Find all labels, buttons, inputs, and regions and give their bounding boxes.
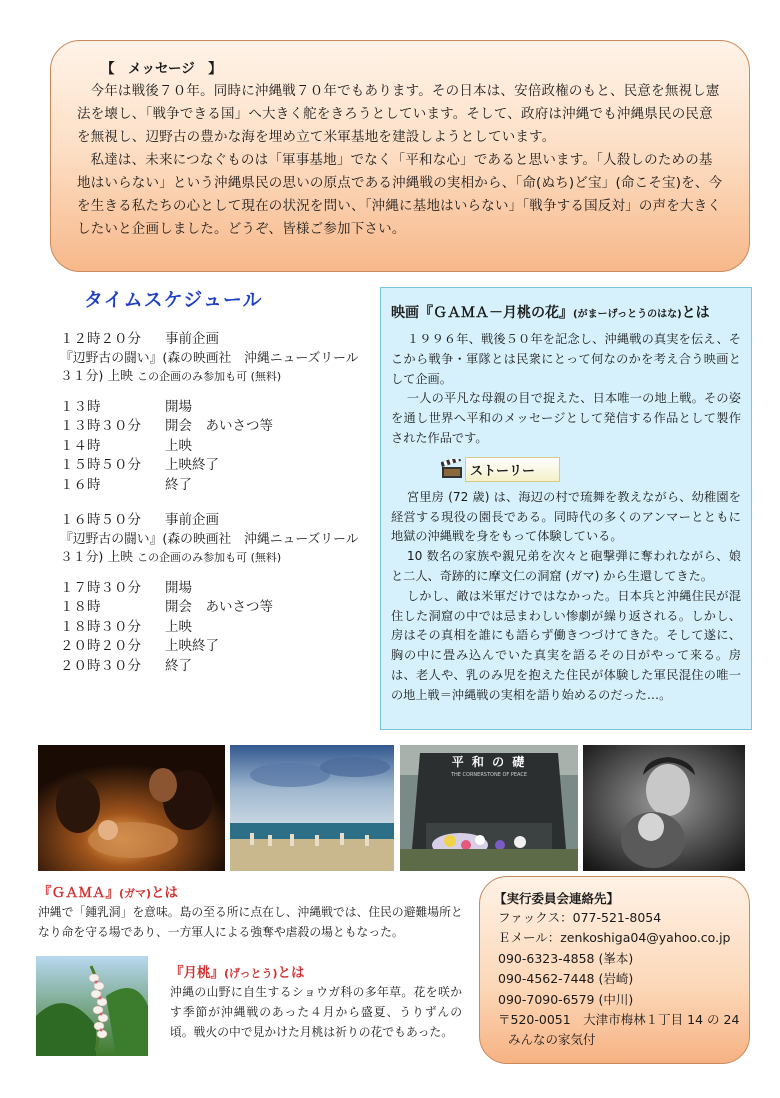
pre-event-note: この企画のみ参加も可 (無料) [137,369,282,383]
schedule-row [60,476,380,496]
photo-peace-monument [400,745,578,871]
schedule-event: 上映終了 [165,457,219,473]
movie-title-suffix: とは [681,305,710,321]
clapperboard-icon [441,459,463,479]
monument-inscription: 平 和 の 礎 [451,755,527,769]
message-paragraph-2: 私達は、未来につなぐものは「軍事基地」でなく「平和な心」であると思います。「人殺しのための基地はいらない」という沖縄県民の思いの原点である沖縄戦の実相から、「命(ぬち)ど宝」(命こそ宝)を、今を生きる私たちの心として現在の状況を問い、「沖縄に基地はいらない」「戦争する国反対」の声を大きくしたいと企画しました。どうぞ、皆様ご参加下さい。 [77,152,723,237]
movie-title-reading: (がまーげっとうのはな) [573,309,682,320]
contact-phone: 090-6323-4858 (峯本) [498,950,634,966]
contact-phone: 090-7090-6579 (中川) [498,991,634,1007]
gama-description: 沖縄で「鍾乳洞」を意味。島の至る所に点在し、沖縄戦では、住民の避難場所となり命を守る場であり、一方軍人による強奪や虐殺の場ともなった。 [38,905,463,939]
message-box [50,40,750,272]
schedule-time: １３時３０分 [60,418,141,434]
story-badge [441,457,741,482]
schedule-event: 事前企画 [165,512,219,528]
getto-description: 沖縄の山野に自生するショウガ科の多年草。花を咲かす季節が沖縄戦のあった４月から盛夏、うりずんの頃。戦火の中で見かけた月桃は祈りの花でもあった。 [170,985,462,1039]
contact-box [479,876,750,1064]
schedule-event: 開会 あいさつ等 [165,418,273,434]
schedule-time: １４時 [60,437,101,454]
schedule-time: ２０時２０分 [60,638,141,654]
movie-title [391,302,741,322]
schedule-time: １７時３０分 [60,579,141,596]
getto-heading [170,961,305,981]
pre-event-film-title: 『辺野古の闘い』(森の映画社 沖縄ニューズリール ３１分) 上映 [60,531,372,565]
photo-cave-scene [38,745,225,871]
schedule-time: ２０時３０分 [60,657,141,674]
schedule-event: 開場 [165,579,192,596]
schedule-row [60,437,380,457]
pre-event-note: この企画のみ参加も可 (無料) [137,550,282,564]
contact-title: 【実行委員会連絡先】 [494,891,620,906]
message-paragraph-1: 今年は戦後７０年。同時に沖縄戦７０年でもあります。その日本は、安倍政権のもと、民意を無視し憲法を壊し、「戦争できる国」へ大きく舵をきろうとしています。そして、政府は沖縄でも沖縄県民の民意を無視し、辺野古の豊かな海を埋め立て米軍基地を建設しようとしています。 [77,83,720,145]
schedule-time: １６時 [60,476,101,493]
schedule-event: 開場 [165,398,192,415]
gama-heading-reading: (ガマ) [119,887,152,900]
pre-event-film [60,531,380,567]
gama-heading [38,881,178,901]
movie-info-box [380,287,752,730]
schedule-event: 上映 [165,618,192,635]
schedule-row [60,637,380,657]
getto-heading-main: 『月桃』 [170,965,224,981]
time-schedule [60,330,380,676]
schedule-event: 上映 [165,437,192,454]
movie-intro-1: １９９６年、戦後５０年を記念し、沖縄戦の真実を伝え、そこから戦争・軍隊とは民衆にとって何なのかを考え合う映画として企画。 [391,332,741,386]
pre-event-film-title: 『辺野古の闘い』(森の映画社 沖縄ニューズリール ３１分) 上映 [60,350,372,384]
schedule-time: １３時 [60,398,101,415]
schedule-event: 終了 [165,476,192,493]
schedule-time: １６時５０分 [60,512,141,528]
schedule-row [60,330,380,350]
contact-address: 〒520-0051 大津市梅林１丁目 14 の 24 [498,1012,740,1028]
schedule-row [60,618,380,638]
getto-heading-suffix: とは [277,965,305,981]
contact-email[interactable]: Ｅメール：zenkoshiga04@yahoo.co.jp [498,930,731,946]
schedule-event: 終了 [165,657,192,674]
story-label: ストーリー [465,457,560,482]
contact-address-care-of: みんなの家気付 [508,1032,596,1048]
schedule-time: １８時 [60,599,101,615]
schedule-row [60,657,380,677]
schedule-row [60,417,380,437]
schedule-row [60,456,380,476]
story-paragraph-3: しかし、敵は米軍だけではなかった。日本兵と沖縄住民が混住した洞窟の中では忌まわしい惨劇が繰り返される。しかし、房はその真相を誰にも語らず働きつづけてきた。そして遂に、胸の中に畳み込んでいた真実を語るその日がやって来る。房は、老人や、乳のみ児を抱えた住民が体験した軍民混住の唯一の地上戦＝沖縄戦の実相を語り始めるのだった…。 [391,588,741,702]
message-title: 【 メッセージ 】 [101,61,222,77]
contact-fax: ファックス：077-521-8054 [498,910,662,925]
schedule-event: 事前企画 [165,331,219,347]
gama-heading-suffix: とは [151,885,179,901]
monument-subtitle: THE CORNERSTONE OF PEACE [450,772,528,778]
story-paragraph-2: 10 数名の家族や親兄弟を次々と砲撃弾に奪われながら、娘と二人、奇跡的に摩文仁の洞窟 (ガマ) から生還してきた。 [391,549,741,583]
story-paragraph-1: 宮里房 (72 歳) は、海辺の村で琉舞を教えながら、幼稚園を経営する現役の園長である。同時代の多くのアンマーとともに地獄の沖縄戦を身をもって体験している。 [391,489,741,544]
schedule-row [60,398,380,418]
schedule-row [60,511,380,531]
schedule-event: 開会 あいさつ等 [165,599,273,615]
movie-intro-2: 一人の平凡な母親の目で捉えた、日本唯一の地上戦。その姿を通し世界へ平和のメッセージとして発信する作品として製作された作品です。 [391,391,741,445]
contact-phone: 090-4562-7448 (岩崎) [498,971,634,987]
schedule-time: １８時３０分 [60,618,141,635]
schedule-event: 上映終了 [165,638,219,654]
schedule-row [60,598,380,618]
pre-event-film [60,350,380,386]
schedule-time: １２時２０分 [60,331,141,347]
getto-heading-reading: (げっとう) [224,967,278,980]
movie-title-main: 映画『ＧＡＭＡ－月桃の花』 [391,305,573,321]
photo-mother-and-child [583,745,745,871]
schedule-row [60,579,380,599]
photo-beach [230,745,394,871]
photo-getto-flower [36,956,148,1056]
gama-heading-main: 『ＧＡＭＡ』 [38,885,119,901]
schedule-time: １５時５０分 [60,457,141,473]
schedule-heading: タイムスケジュール [84,289,263,311]
